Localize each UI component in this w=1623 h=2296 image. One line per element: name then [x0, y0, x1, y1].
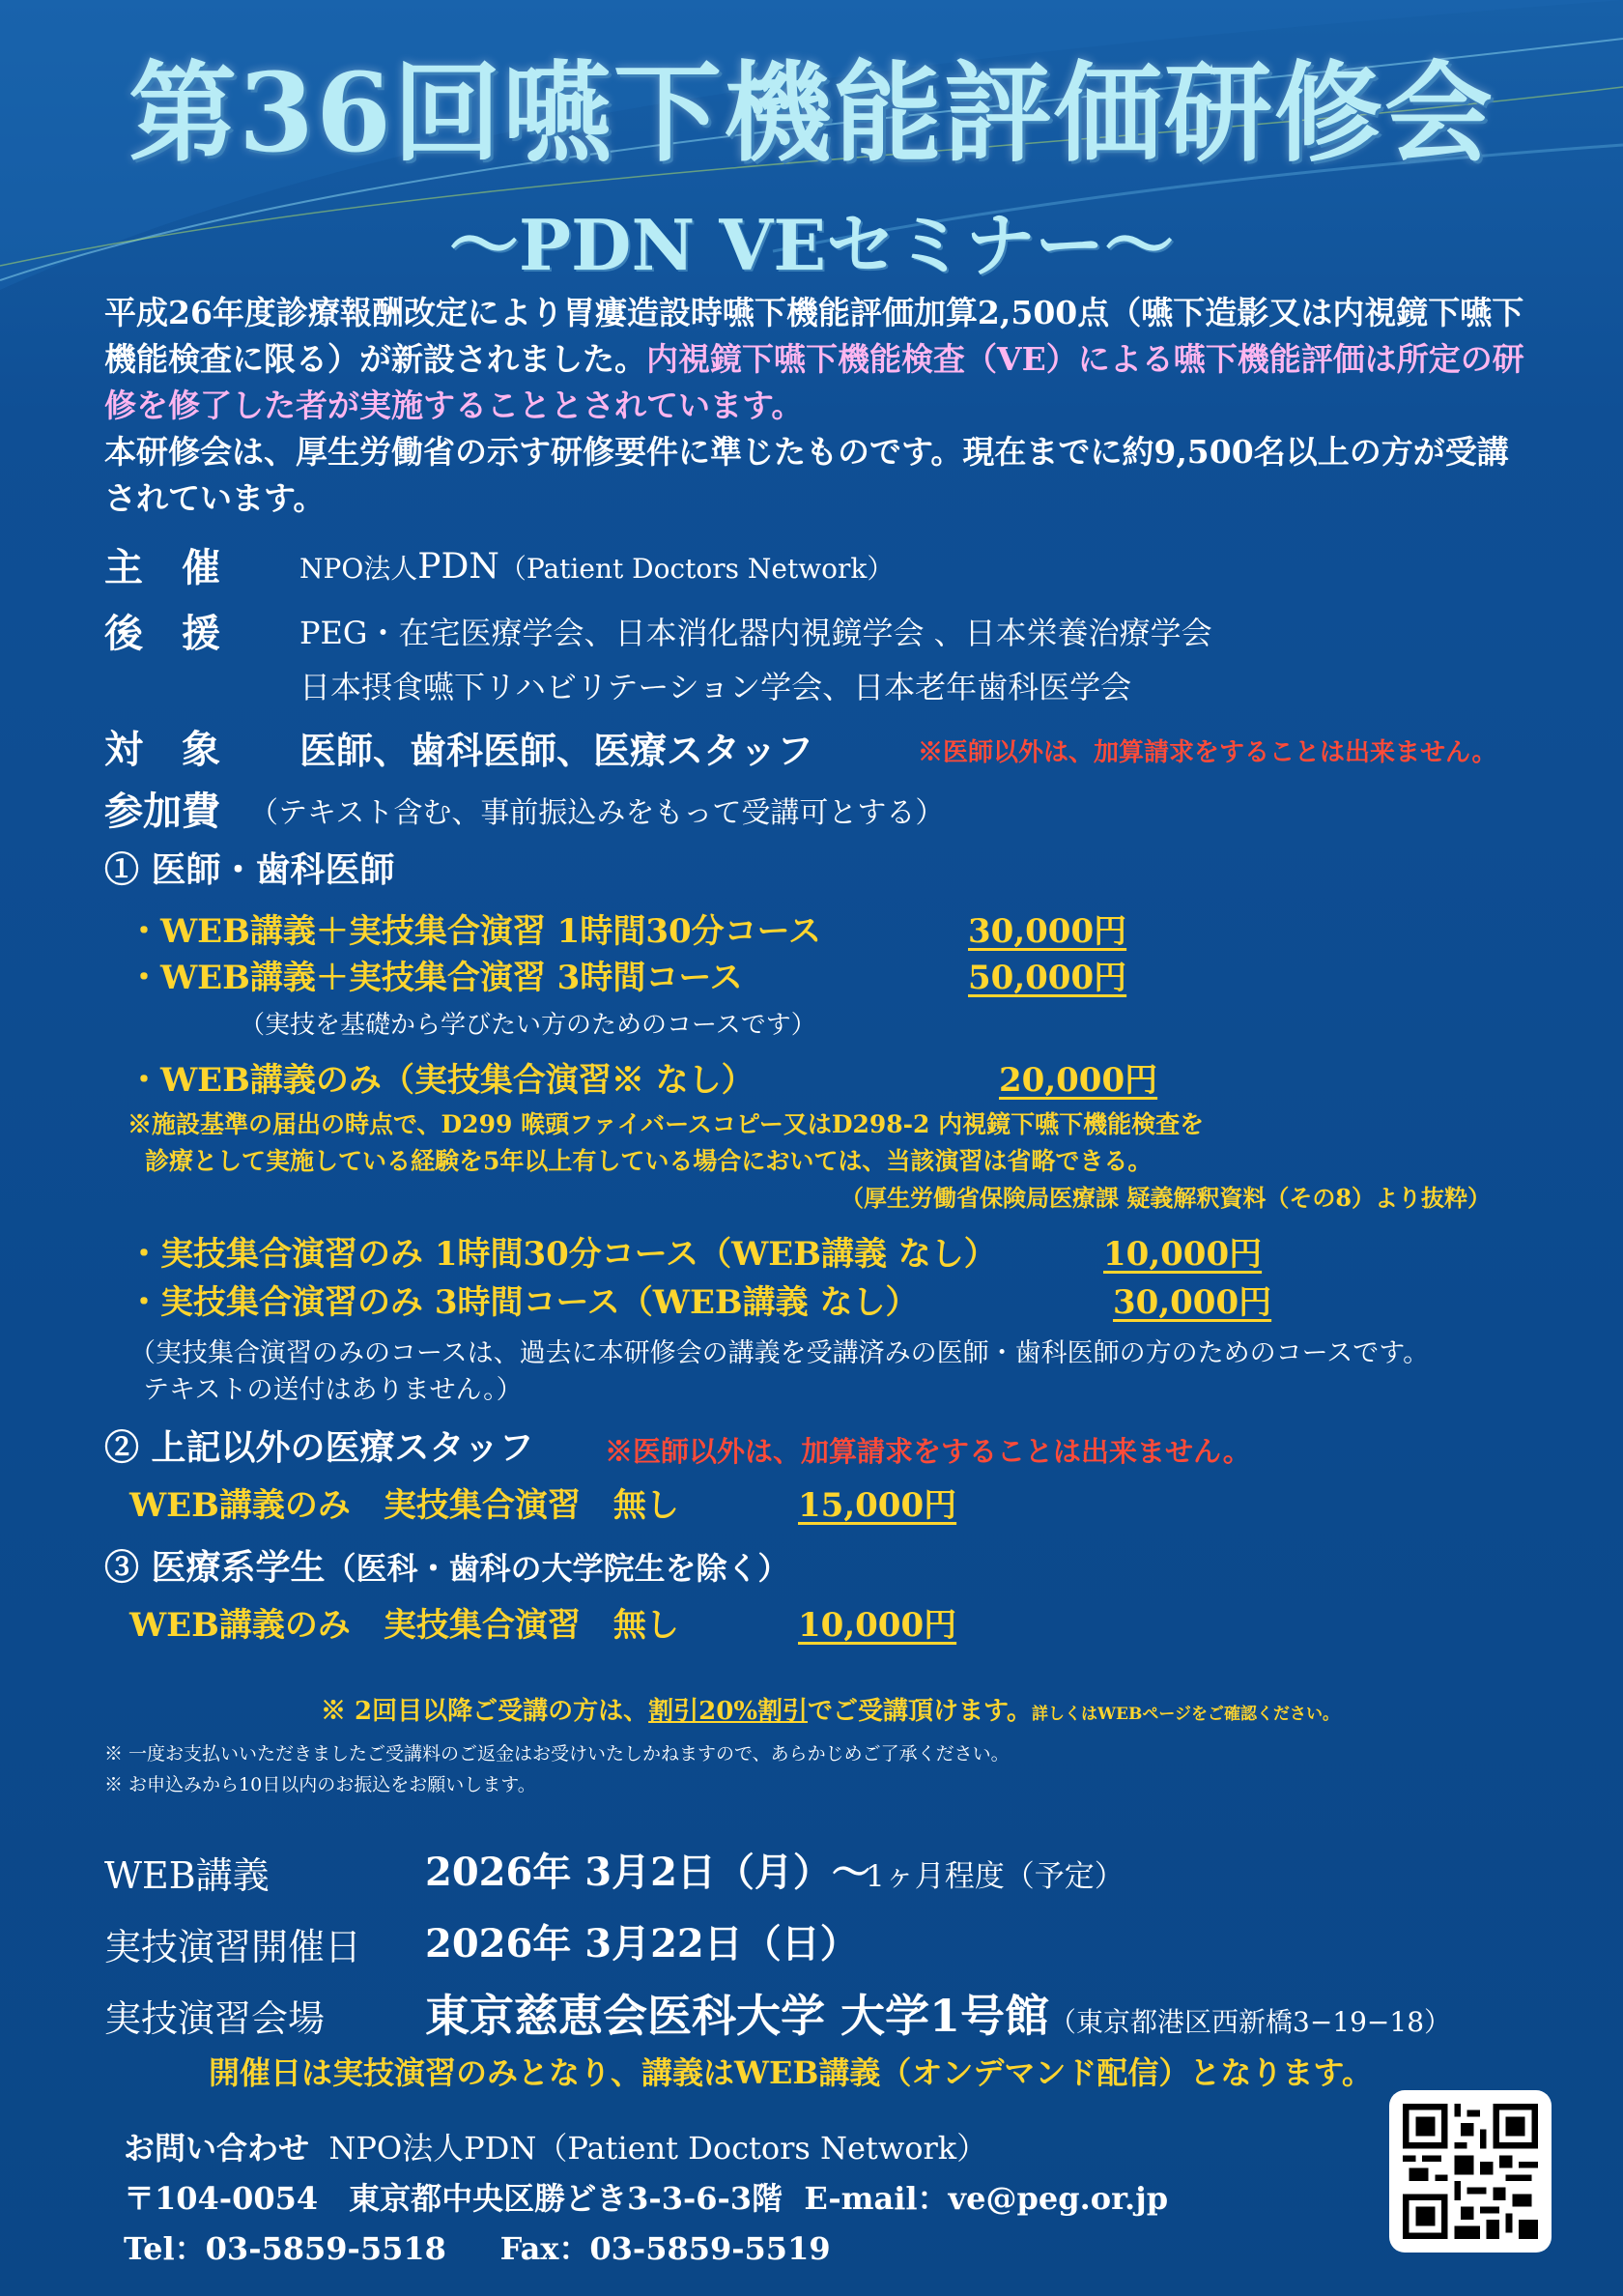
- web-lecture-label: WEB講義: [104, 1854, 270, 1897]
- section3-course: WEB講義のみ 実技集合演習 無し: [129, 1606, 679, 1645]
- intro-text: [104, 290, 1534, 522]
- fee-label: 参加費: [104, 789, 220, 834]
- page-subtitle: ～PDN VEセミナー～: [448, 204, 1175, 286]
- qr-code-icon[interactable]: [1389, 2090, 1552, 2253]
- discount-note: [321, 1691, 1339, 1727]
- transfer-note: ※ お申込みから10日以内のお振込をお願いします。: [104, 1774, 536, 1795]
- fee-section1-heading: ① 医師・歯科医師: [104, 849, 395, 890]
- contact-org: NPO法人PDN（Patient Doctors Network）: [328, 2130, 988, 2167]
- support-line1: PEG・在宅医療学会、日本消化器内視鏡学会 、日本栄養治療学会: [299, 615, 1212, 651]
- contact-label: お問い合わせ: [124, 2130, 310, 2167]
- venue-address: （東京都港区西新橋3−19−18）: [1049, 2006, 1452, 2038]
- intro-part1: 平成26年度診療報酬改定により胃瘻造設時嚥下機能評価加算2,500点（嚥下造影又は内視鏡下嚥下機能検査に限る）が新設されました。: [104, 294, 1524, 378]
- discount-prefix: ※ 2回目以降ご受講の方は、: [321, 1697, 649, 1726]
- target-value: 医師、歯科医師、医療スタッフ: [299, 729, 814, 772]
- section2-price: 15,000円: [798, 1486, 957, 1525]
- organizer-value-en: （Patient Doctors Network）: [498, 553, 895, 585]
- organizer-value-small: NPO法人: [299, 553, 418, 585]
- venue-name: 東京慈恵会医科大学 大学1号館: [425, 1990, 1050, 2042]
- course3-note-a: ※施設基準の届出の時点で、D299 喉頭ファイバースコピー又はD298-2 内視鏡下嚥下機能検査を: [128, 1110, 1205, 1138]
- qr-code-graphic: [1403, 2104, 1538, 2239]
- course2-label: ・WEB講義＋実技集合演習 3時間コース: [128, 959, 743, 997]
- course3-note-b: 診療として実施している経験を5年以上有している場合においては、当該演習は省略できる。: [145, 1147, 1153, 1175]
- course3-price: 20,000円: [999, 1061, 1158, 1100]
- target-label: 対 象: [104, 727, 220, 772]
- section3-price: 10,000円: [798, 1606, 957, 1645]
- course5-note-b: テキストの送付はありません。）: [143, 1375, 523, 1405]
- web-lecture-duration: 1ヶ月程度（予定）: [866, 1859, 1125, 1894]
- course4-label: ・実技集合演習のみ 1時間30分コース（WEB講義 なし）: [128, 1235, 997, 1274]
- page-title: 第36回嚥下機能評価研修会: [128, 50, 1495, 177]
- discount-suffix: でご受講頂けます。: [808, 1697, 1032, 1726]
- practice-date-label: 実技演習開催日: [104, 1926, 362, 1968]
- web-lecture-date: 2026年 3月2日（月）～: [425, 1850, 870, 1895]
- discount-small: 詳しくはWEBページをご確認ください。: [1031, 1705, 1340, 1724]
- course2-note: （実技を基礎から学びたい方のためのコースです）: [240, 1011, 816, 1040]
- contact-row2: [124, 2174, 1168, 2219]
- course5-price: 30,000円: [1113, 1283, 1272, 1322]
- contact-row1: [124, 2124, 987, 2168]
- course5-label: ・実技集合演習のみ 3時間コース（WEB講義 なし）: [128, 1283, 919, 1322]
- organizer-label: 主 催: [104, 545, 220, 590]
- schedule-note: 開催日は実技演習のみとなり、講義はWEB講義（オンデマンド配信）となります。: [209, 2054, 1373, 2091]
- course5-note-a: （実技集合演習のみのコースは、過去に本研修会の講義を受講済みの医師・歯科医師の方のためのコースです。: [129, 1338, 1430, 1368]
- intro-part3: 本研修会は、厚生労働省の示す研修要件に準じたものです。現在までに約9,500名以上の方が受講されています。: [104, 433, 1509, 517]
- course3-label: ・WEB講義のみ（実技集合演習※ なし）: [128, 1061, 755, 1100]
- fee-section2-heading: ② 上記以外の医療スタッフ: [104, 1427, 534, 1468]
- organizer-value: [299, 547, 894, 587]
- support-line2: 日本摂食嚥下リハビリテーション学会、日本老年歯科医学会: [299, 669, 1132, 705]
- venue-row: [425, 1981, 1451, 2045]
- course2-price: 50,000円: [968, 959, 1127, 997]
- course1-price: 30,000円: [968, 912, 1127, 951]
- fee-note: （テキスト含む、事前振込みをもって受講可とする）: [249, 796, 945, 830]
- contact-email-label: E-mail：: [804, 2180, 949, 2217]
- organizer-value-large: PDN: [417, 547, 499, 587]
- intro-part2: 内視鏡下嚥下機能検査（VE）による嚥下機能評価は所定の研修を修了した者が実施することとされています。: [104, 340, 1524, 424]
- target-note: ※医師以外は、加算請求をすることは出来ません。: [918, 738, 1497, 767]
- contact-fax: Fax：03-5859-5519: [499, 2230, 831, 2267]
- support-label: 後 援: [104, 611, 220, 656]
- venue-label: 実技演習会場: [104, 1997, 326, 2040]
- fee-section3-heading-row: [104, 1540, 789, 1590]
- fee-section3-heading-note: （医科・歯科の大学院生を除く）: [325, 1550, 789, 1587]
- course4-price: 10,000円: [1103, 1235, 1263, 1274]
- practice-date: 2026年 3月22日（日）: [425, 1921, 859, 1966]
- course3-note-c: （厚生労働省保険局医療課 疑義解釈資料（その8）より抜粋）: [840, 1184, 1492, 1212]
- fee-section2-note: ※医師以外は、加算請求をすることは出来ません。: [605, 1435, 1251, 1468]
- section2-course: WEB講義のみ 実技集合演習 無し: [129, 1486, 679, 1525]
- course1-label: ・WEB講義＋実技集合演習 1時間30分コース: [128, 912, 821, 951]
- refund-note: ※ 一度お支払いいただきましたご受講料のご返金はお受けいたしかねますので、あらかじめご了承ください。: [104, 1743, 1010, 1765]
- contact-row3: [124, 2224, 831, 2269]
- contact-email[interactable]: ve@peg.or.jp: [948, 2180, 1169, 2217]
- contact-tel: Tel：03-5859-5518: [124, 2230, 446, 2267]
- contact-address: 〒104-0054 東京都中央区勝どき3-3-6-3階: [124, 2180, 783, 2217]
- fee-section3-heading: ③ 医療系学生: [104, 1547, 326, 1588]
- discount-link[interactable]: 割引20%割引: [648, 1697, 809, 1726]
